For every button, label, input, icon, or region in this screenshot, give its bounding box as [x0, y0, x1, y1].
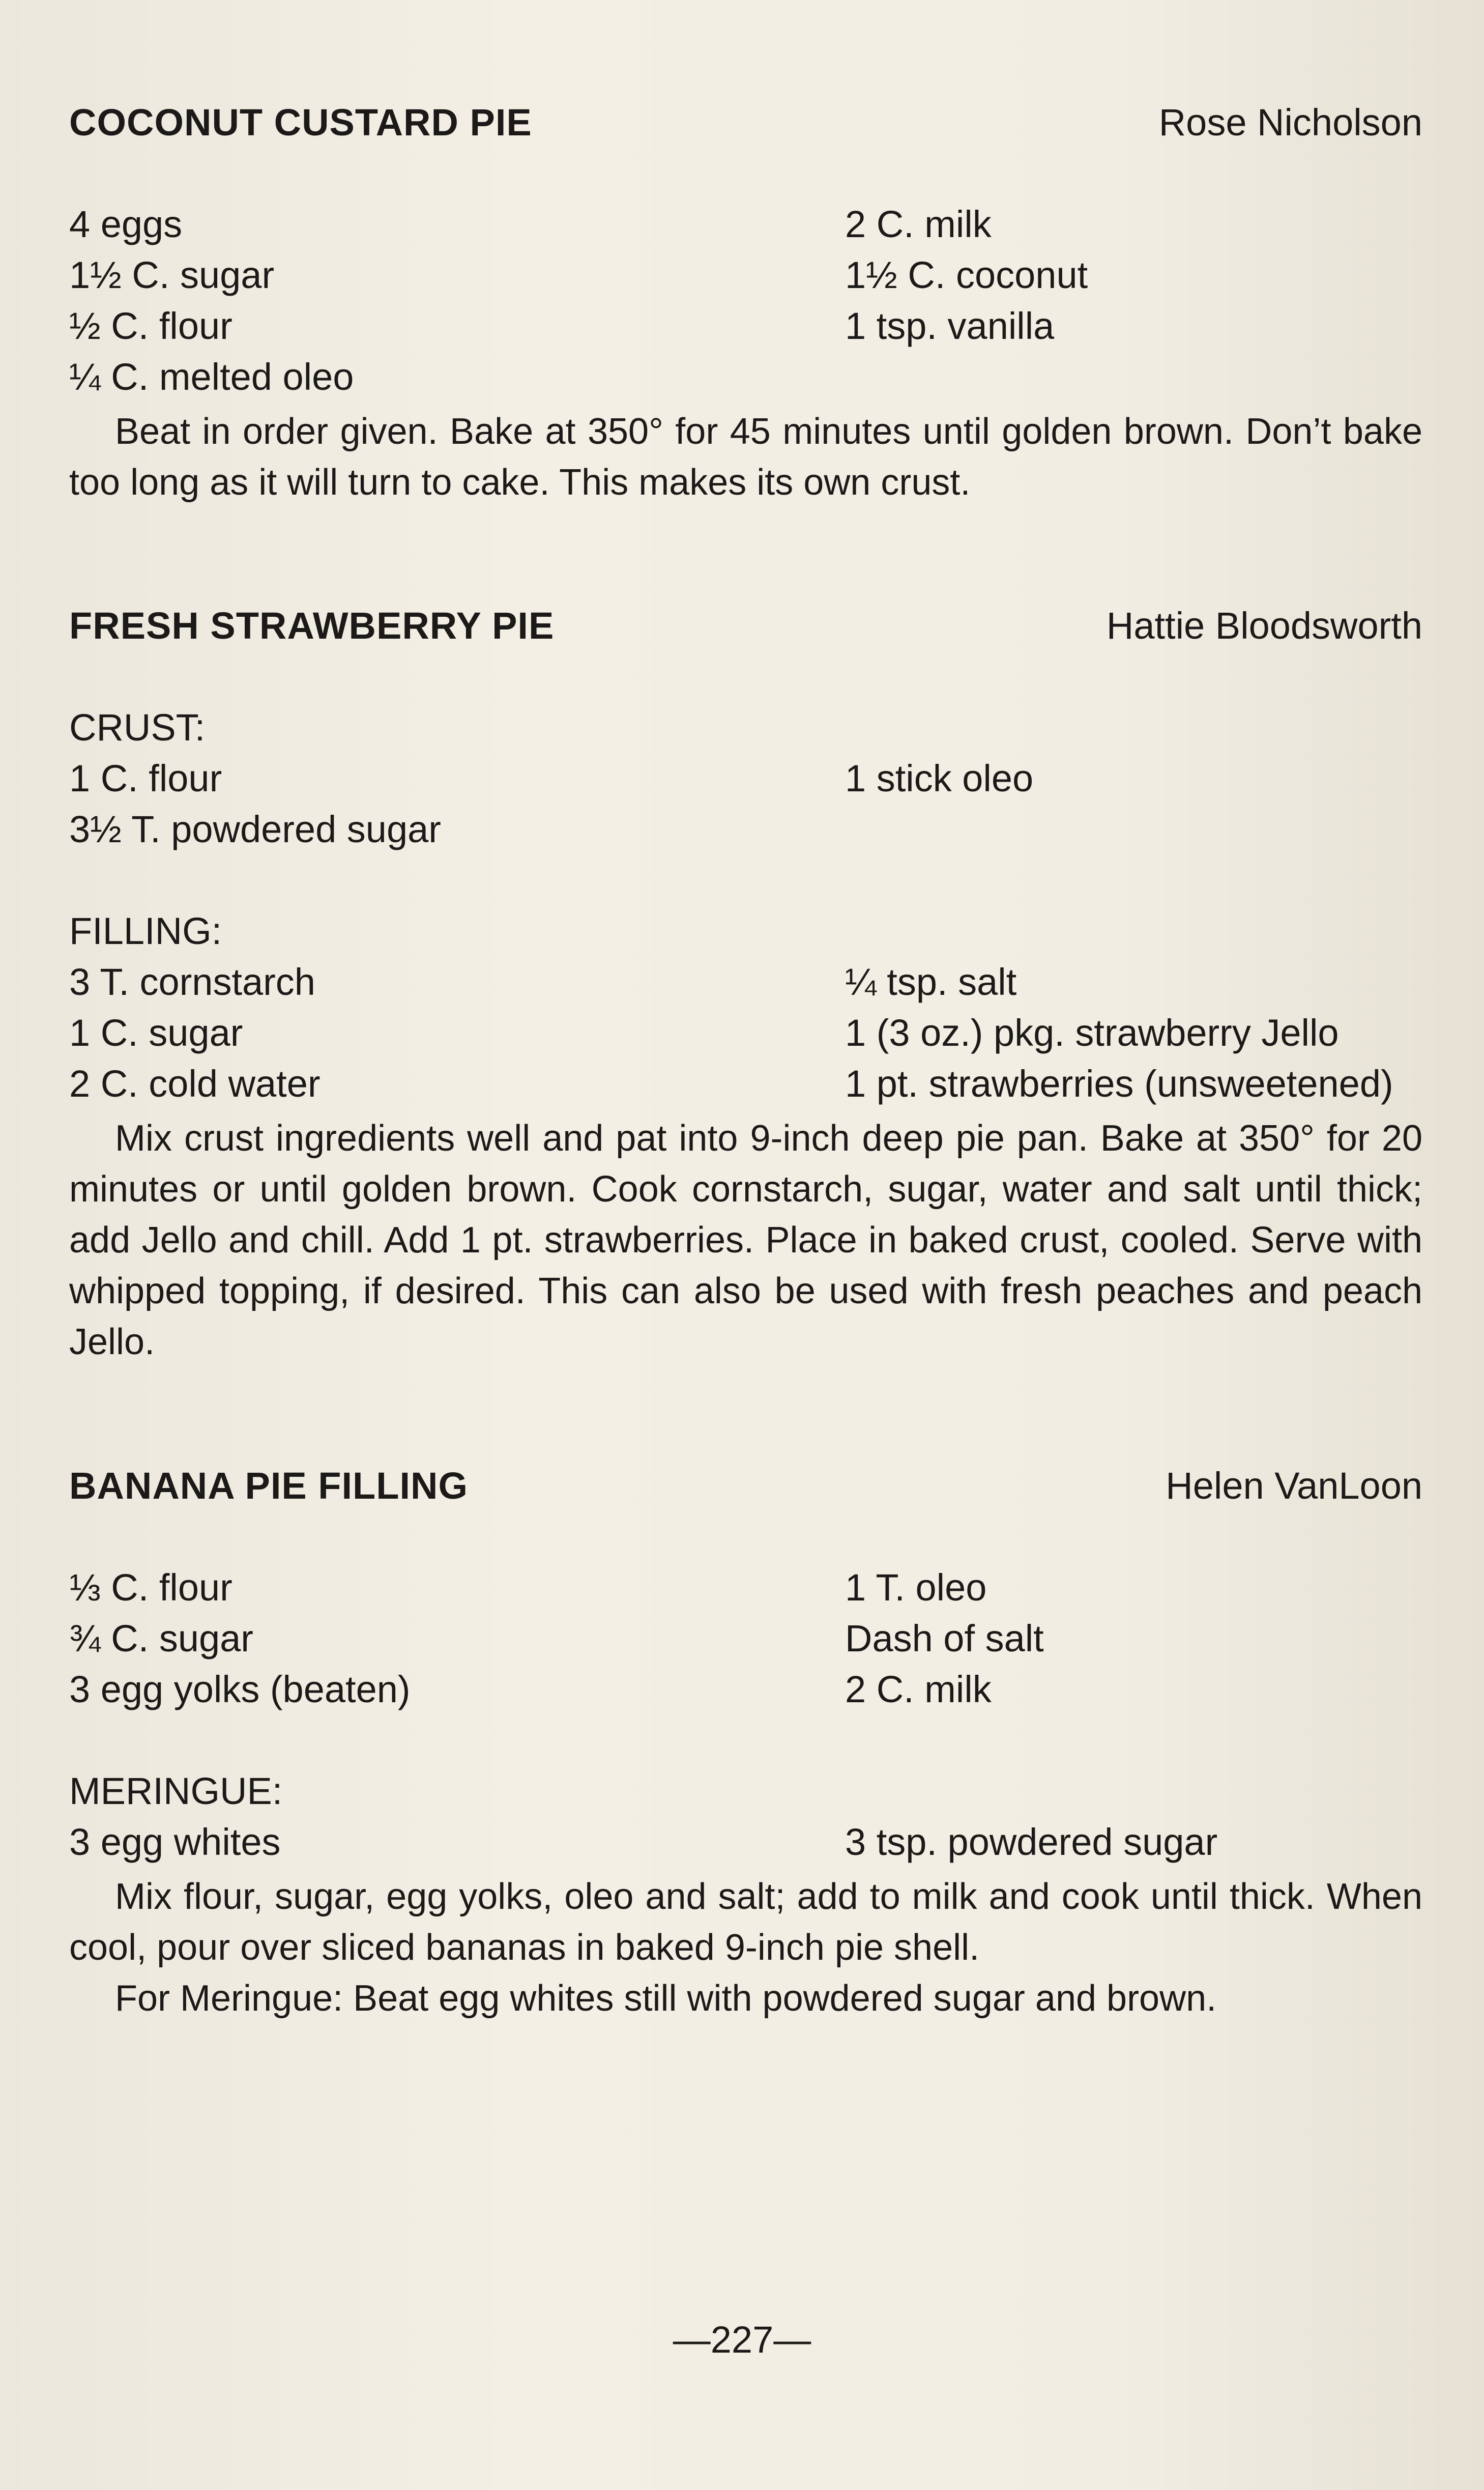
ingredient: 1½ C. coconut	[845, 254, 1088, 296]
ingredient-row	[69, 304, 1422, 355]
ingredient-row	[69, 1668, 1422, 1719]
ingredient: 1 tsp. vanilla	[845, 305, 1055, 347]
recipe-directions: Mix crust ingredients well and pat into 9-inch deep pie pan. Bake at 350° for 20 minutes or until golden brown. Cook cornstarch, sugar, water and salt until thick; add Jello and chill. Add 1 pt. strawberries. Place in baked crust, cooled. Serve with whipped topping, if desired. This can also be used with fresh peaches and peach Jello.	[69, 1118, 1422, 1362]
ingredient-list	[69, 203, 1422, 406]
section-label-crust: CRUST:	[69, 706, 206, 749]
recipe-directions-meringue: For Meringue: Beat egg whites still with powdered sugar and brown.	[115, 1978, 1217, 2019]
ingredient: 1 T. oleo	[845, 1566, 987, 1609]
recipe-author: Helen VanLoon	[1166, 1465, 1422, 1507]
ingredient: 2 C. cold water	[69, 1063, 321, 1105]
ingredient: 1½ C. sugar	[69, 254, 275, 296]
ingredient: 1 pt. strawberries (unsweetened)	[845, 1063, 1393, 1105]
ingredient: 3 tsp. powdered sugar	[845, 1821, 1218, 1863]
recipe-author: Rose Nicholson	[1158, 101, 1422, 144]
ingredient-list	[69, 1566, 1422, 1719]
recipe-title: BANANA PIE FILLING	[69, 1465, 469, 1507]
crust-ingredient-list	[69, 757, 1422, 858]
ingredient-row	[69, 808, 1422, 858]
ingredient-row	[69, 203, 1422, 253]
ingredient: 1 C. sugar	[69, 1012, 243, 1054]
ingredient: 3 T. cornstarch	[69, 961, 315, 1003]
recipe-title: FRESH STRAWBERRY PIE	[69, 605, 555, 647]
ingredient-row	[69, 1062, 1422, 1113]
recipe-header	[69, 101, 1422, 152]
meringue-ingredient-list	[69, 1820, 1422, 1871]
ingredient: ¾ C. sugar	[69, 1617, 253, 1659]
ingredient-row	[69, 960, 1422, 1011]
ingredient-row	[69, 1820, 1422, 1871]
ingredient: 3½ T. powdered sugar	[69, 808, 441, 850]
ingredient-row	[69, 355, 1422, 406]
recipe-author: Hattie Bloodsworth	[1106, 605, 1422, 647]
recipe-title: COCONUT CUSTARD PIE	[69, 101, 532, 144]
ingredient-row	[69, 757, 1422, 808]
ingredient: 1 C. flour	[69, 757, 222, 799]
ingredient: 3 egg yolks (beaten)	[69, 1668, 411, 1710]
ingredient: 4 eggs	[69, 203, 183, 245]
ingredient-row	[69, 1617, 1422, 1668]
recipe-banana-pie-filling	[69, 1464, 1422, 2024]
ingredient: ⅓ C. flour	[69, 1566, 232, 1609]
ingredient: 1 (3 oz.) pkg. strawberry Jello	[845, 1012, 1339, 1054]
ingredient: 2 C. milk	[845, 1668, 992, 1710]
ingredient: 2 C. milk	[845, 203, 992, 245]
ingredient-row	[69, 1011, 1422, 1062]
ingredient: ¼ tsp. salt	[845, 961, 1017, 1003]
recipe-directions: Mix flour, sugar, egg yolks, oleo and salt; add to milk and cook until thick. When cool, pour over sliced bananas in baked 9-inch pie shell.	[69, 1876, 1422, 1968]
ingredient: 1 stick oleo	[845, 757, 1034, 799]
section-label-filling: FILLING:	[69, 910, 222, 952]
recipe-directions: Beat in order given. Bake at 350° for 45 minutes until golden brown. Don’t bake too long as it will turn to cake. This makes its own crust.	[69, 411, 1422, 503]
ingredient: 3 egg whites	[69, 1821, 281, 1863]
recipe-header	[69, 1464, 1422, 1515]
ingredient: ¼ C. melted oleo	[69, 356, 354, 398]
filling-ingredient-list	[69, 960, 1422, 1113]
recipe-coconut-custard-pie	[69, 101, 1422, 508]
ingredient-row	[69, 253, 1422, 304]
recipe-header	[69, 604, 1422, 655]
section-label-meringue: MERINGUE:	[69, 1770, 283, 1812]
ingredient: Dash of salt	[845, 1617, 1044, 1659]
page-number: —227—	[673, 2319, 811, 2361]
recipe-fresh-strawberry-pie	[69, 604, 1422, 1367]
ingredient: ½ C. flour	[69, 305, 232, 347]
ingredient-row	[69, 1566, 1422, 1617]
